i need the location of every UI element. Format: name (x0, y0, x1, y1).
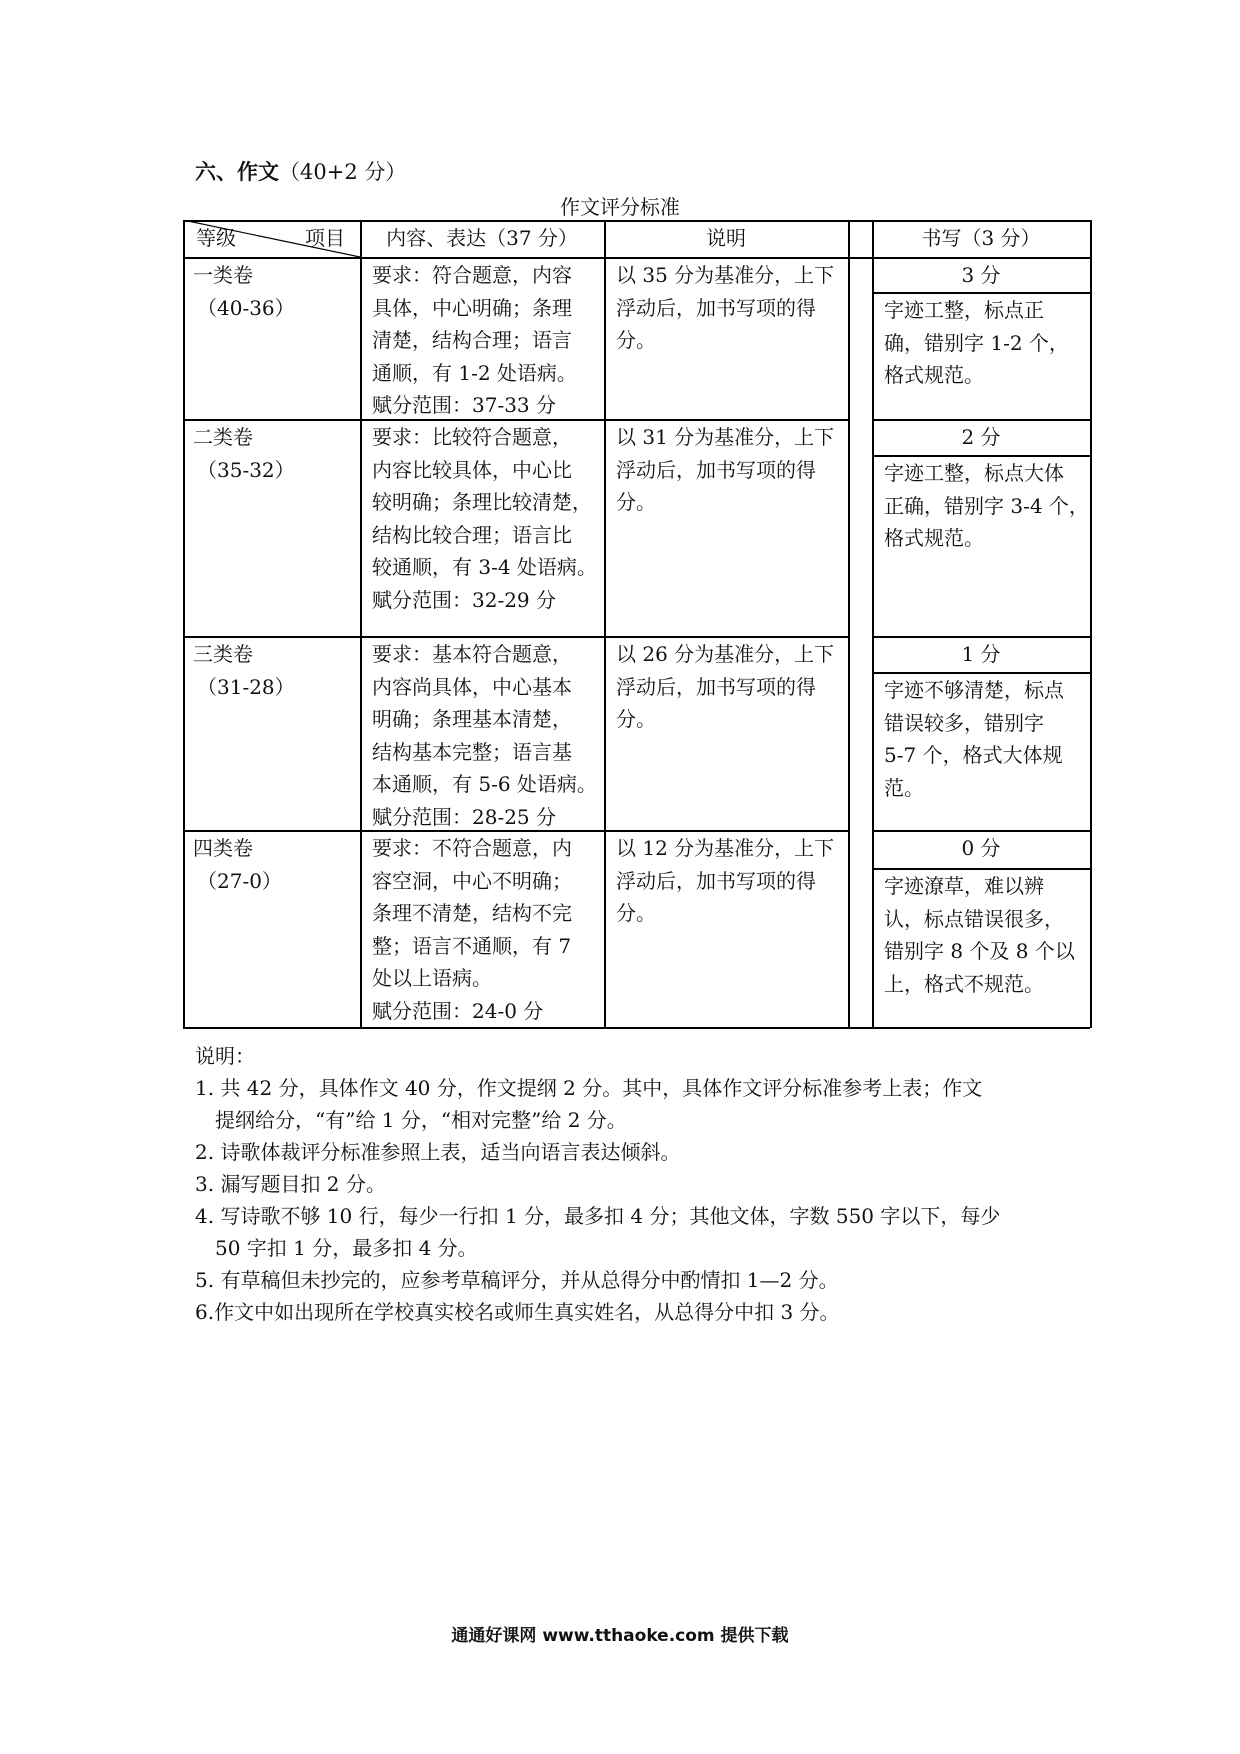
grade-label: 二类卷 (193, 425, 253, 449)
table-title: 作文评分标准 (560, 195, 680, 219)
note-item-3: 3. 漏写题目扣 2 分。 (195, 1172, 386, 1196)
content-line: 清楚，结构合理；语言 (372, 328, 572, 352)
writing-desc-line: 错误较多，错别字 (884, 710, 1044, 735)
explain-line: 以 12 分为基准分，上下 (616, 836, 835, 860)
content-line: 内容尚具体，中心基本 (372, 674, 572, 699)
explain-line: 以 31 分为基准分，上下 (616, 425, 835, 449)
writing-desc-line: 认，标点错误很多， (884, 906, 1064, 931)
writing-desc-line: 上，格式不规范。 (884, 971, 1044, 996)
explain-line: 分。 (616, 490, 656, 514)
table-col-line (848, 220, 850, 1027)
header-content: 内容、表达（37 分） (386, 226, 578, 250)
explain-line: 浮动后，加书写项的得 (616, 295, 816, 320)
grade-label: 一类卷 (193, 263, 253, 287)
content-line: 要求：基本符合题意， (372, 642, 572, 666)
grade-range: （31-28） (197, 674, 295, 699)
writing-desc-line: 字迹不够清楚，标点 (884, 678, 1064, 702)
table-border-bottom (183, 1027, 1090, 1029)
content-line: 处以上语病。 (372, 966, 492, 990)
content-line: 结构比较合理；语言比 (372, 522, 572, 547)
note-item-4-line-2: 50 字扣 1 分，最多扣 4 分。 (215, 1236, 478, 1260)
header-explain: 说明 (706, 226, 746, 250)
explain-line: 浮动后，加书写项的得 (616, 457, 816, 482)
content-line: 要求：不符合题意，内 (372, 836, 572, 860)
grade-range: （35-32） (197, 457, 295, 482)
writing-desc-line: 确，错别字 1-2 个， (884, 330, 1069, 355)
content-line: 明确；条理基本清楚， (372, 707, 572, 731)
writing-desc-line: 格式规范。 (884, 526, 984, 550)
writing-score: 3 分 (961, 263, 1001, 287)
content-line: 赋分范围：32-29 分 (372, 587, 557, 612)
table-border-right (1090, 220, 1092, 1028)
content-line: 较明确；条理比较清楚， (372, 490, 592, 514)
writing-score: 1 分 (961, 642, 1001, 666)
content-line: 通顺，有 1-2 处语病。 (372, 360, 577, 385)
writing-desc-line: 格式规范。 (884, 363, 984, 387)
explain-line: 浮动后，加书写项的得 (616, 674, 816, 699)
grade-range: （40-36） (197, 295, 295, 320)
note-item-5: 5. 有草稿但未抄完的，应参考草稿评分，并从总得分中酌情扣 1—2 分。 (195, 1268, 839, 1292)
note-item-6: 6.作文中如出现所在学校真实校名或师生真实姓名，从总得分中扣 3 分。 (195, 1300, 840, 1324)
writing-desc-line: 5-7 个，格式大体规 (884, 743, 1063, 767)
section-title-text: 六、作文 (195, 160, 279, 184)
content-line: 容空洞，中心不明确； (372, 868, 572, 893)
explain-line: 以 26 分为基准分，上下 (616, 642, 835, 666)
section-title (195, 156, 406, 186)
content-line: 赋分范围：37-33 分 (372, 393, 557, 417)
footer-source: 通通好课网 www.tthaoke.com 提供下载 (451, 1626, 789, 1646)
explain-line: 浮动后，加书写项的得 (616, 868, 816, 893)
content-line: 整；语言不通顺，有 7 (372, 933, 572, 958)
grade-label: 四类卷 (193, 836, 253, 860)
explain-line: 以 35 分为基准分，上下 (616, 263, 835, 287)
writing-desc-line: 字迹工整，标点大体 (884, 461, 1064, 485)
content-line: 具体，中心明确；条理 (372, 295, 572, 320)
content-line: 赋分范围：24-0 分 (372, 998, 544, 1023)
content-line: 结构基本完整；语言基 (372, 739, 572, 764)
header-item: 项目 (305, 226, 345, 250)
writing-desc-line: 正确，错别字 3-4 个， (884, 493, 1089, 518)
table-col-line (872, 220, 874, 1027)
writing-desc-line: 范。 (884, 775, 924, 800)
writing-score: 2 分 (961, 425, 1001, 449)
writing-desc-line: 字迹潦草，难以辨 (884, 874, 1044, 898)
content-line: 要求：比较符合题意， (372, 425, 572, 449)
header-grade: 等级 (196, 226, 236, 250)
content-line: 本通顺，有 5-6 处语病。 (372, 772, 597, 796)
notes-heading: 说明： (195, 1044, 255, 1068)
content-line: 较通顺，有 3-4 处语病。 (372, 555, 597, 579)
content-line: 内容比较具体，中心比 (372, 457, 572, 482)
writing-score: 0 分 (961, 836, 1001, 860)
content-line: 条理不清楚，结构不完 (372, 901, 572, 925)
section-points: （40+2 分） (279, 160, 407, 184)
content-line: 要求：符合题意，内容 (372, 263, 572, 287)
note-item-2: 2. 诗歌体裁评分标准参照上表，适当向语言表达倾斜。 (195, 1140, 681, 1164)
table-col-line (360, 220, 362, 1027)
note-item-1-line-2: 提纲给分，“有”给 1 分，“相对完整”给 2 分。 (215, 1108, 627, 1132)
header-writing: 书写（3 分） (921, 226, 1041, 250)
explain-line: 分。 (616, 328, 656, 352)
grade-label: 三类卷 (193, 642, 253, 666)
content-line: 赋分范围：28-25 分 (372, 804, 557, 829)
table-col-line (604, 220, 606, 1027)
note-item-4-line-1: 4. 写诗歌不够 10 行，每少一行扣 1 分，最多扣 4 分；其他文体，字数 550 字以下，每少 (195, 1204, 1001, 1228)
table-border-left (183, 220, 185, 1028)
notes (195, 1040, 1000, 1328)
note-item-1-line-1: 1. 共 42 分，具体作文 40 分，作文提纲 2 分。其中，具体作文评分标准参考上表；作文 (195, 1076, 983, 1100)
explain-line: 分。 (616, 901, 656, 925)
grade-range: （27-0） (197, 868, 282, 893)
explain-line: 分。 (616, 707, 656, 731)
writing-desc-line: 字迹工整，标点正 (884, 298, 1044, 322)
writing-desc-line: 错别字 8 个及 8 个以 (884, 939, 1075, 963)
